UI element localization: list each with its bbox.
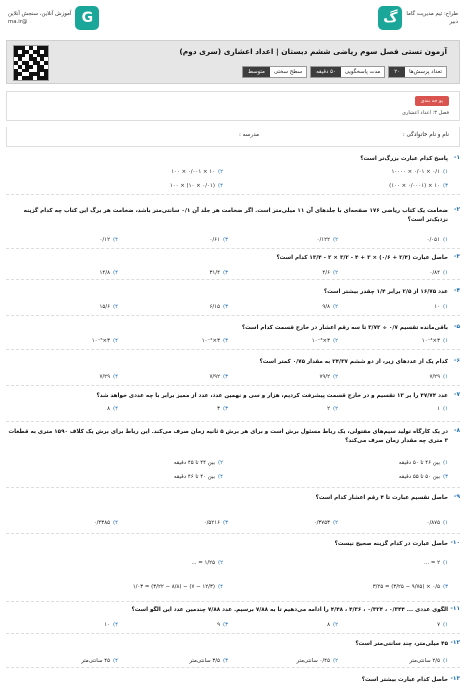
option-text: ۰/۱۲ [99,237,110,243]
topic-notice [6,91,460,121]
option-text: ۳/۵ سانتی‌متر [189,658,220,664]
meta-duration [310,66,385,78]
brand-right-text [406,11,458,25]
answer-option[interactable] [209,270,228,276]
option-number: ۴) [112,374,118,380]
site-logo-icon: G [75,6,99,30]
option-number: ۲) [217,560,223,566]
answer-option[interactable] [319,374,338,380]
answer-option[interactable] [312,338,338,344]
answer-option[interactable] [429,374,448,380]
question-text: حاصل عبارت در کدام گزینه صحیح نیست؟ [334,541,448,547]
option-text: ۰/۱۲۲ [316,237,330,243]
option-text: ۱۰ [434,304,440,310]
option-text: ۱۴/۸ [99,270,110,276]
brand-left-text [8,11,71,25]
exam-header [6,40,460,84]
option-text: ۳ [217,406,220,412]
question-text: الگوی عددی ... ۰/۳۴۴ ، ۰/۳۲۴ ، ۴/۳۶ ، ۴/۴۸ را ادامه می‌دهیم تا به ۷/۸۸ برسیم. عدد ۷/۸۸ چندمین عدد این الگو است؟ [131,607,448,613]
option-number: ۲) [332,520,338,526]
question-item [6,207,460,249]
option-number: ۱) [442,270,448,276]
question-item [6,676,460,687]
option-number: ۲) [332,270,338,276]
question-item [6,428,460,488]
option-text: ۰/۵ × (۹/۷۵ − ۳/۲۵) = ۳/۲۵ [372,584,440,590]
option-number: ۱) [442,460,448,466]
option-number: ۴) [112,520,118,526]
option-number: ۳) [222,237,228,243]
answer-option[interactable] [133,584,223,590]
question-number: ۴- [454,288,460,294]
answer-option[interactable] [314,520,338,526]
question-number: ۱۱- [450,606,460,612]
qr-cell [37,76,41,80]
option-text: ۷ [437,622,440,628]
question-item [6,392,460,422]
option-text: ۶/۱۵ [209,304,220,310]
answer-option[interactable] [174,474,223,480]
question-text: پاسخ کدام عبارت بزرگ‌تر است؟ [360,156,448,162]
top-bar [0,0,466,38]
answer-option[interactable] [327,406,338,412]
question-number: ۳- [454,254,460,260]
option-text: (۱۲/۳ − ۷) − (۸/۸ − ۳/۲۲) = ۱/۰۳ [132,584,215,590]
answer-option[interactable] [107,406,118,412]
notice-text: فصل ۳: اعداد اعشاری [402,110,449,116]
student-info [6,127,460,147]
answer-option[interactable] [317,237,338,243]
answer-option[interactable] [104,622,118,628]
answer-option[interactable] [94,520,118,526]
meta-label: تعداد پرسش‌ها [405,67,446,77]
option-number: ۱) [442,658,448,664]
option-number: ۲) [332,237,338,243]
option-text: ۰/۵۲۱۶ [203,520,220,526]
option-text: ۴/۶ [322,270,330,276]
option-number: ۴) [112,304,118,310]
answer-option[interactable] [327,622,338,628]
option-number: ۳) [222,304,228,310]
option-text: ۷/۲۹ [429,374,440,380]
meta-difficulty [242,66,307,78]
answer-option[interactable] [409,658,448,664]
school-label: مدرسه : [239,132,259,138]
question-number: ۲- [454,207,460,213]
answer-option[interactable] [429,270,448,276]
answer-option[interactable] [99,270,118,276]
brand-right[interactable] [378,6,458,30]
option-number: ۱) [442,622,448,628]
option-number: ۱) [442,338,448,344]
question-number: ۹- [454,494,460,500]
answer-option[interactable] [434,304,448,310]
answer-option[interactable] [399,474,448,480]
qr-cell [18,76,22,80]
option-text: بین ۴۶ تا ۵۰ دقیقه [398,460,440,466]
option-text: ۱/۲۵ = ... [191,560,215,566]
meta-value: متوسط [243,67,270,77]
option-number: ۱) [442,304,448,310]
meta-value: ۲۰ [389,67,405,77]
qr-cell [25,76,29,80]
option-number: ۳) [442,183,448,189]
option-number: ۲) [332,622,338,628]
answer-option[interactable] [437,406,448,412]
question-number: ۸- [454,428,460,434]
option-text: ۲ [327,406,330,412]
option-text: ۳×۱۰⁻² [201,338,220,344]
answer-option[interactable] [322,270,338,276]
question-number: ۱۳- [450,676,460,682]
answer-option[interactable] [99,374,118,380]
option-text: ۱۰ × ۰/۰۰۱ × ۱۰۰ [171,169,215,175]
qr-cell [44,76,48,80]
question-number: ۱- [454,155,460,161]
question-number: ۱۲- [450,640,460,646]
option-number: ۳) [222,270,228,276]
option-text: ۸ [107,406,110,412]
qr-cell [29,76,33,80]
option-number: ۴) [217,584,223,590]
option-number: ۳) [222,658,228,664]
notice-tag: پو جه بندی [415,96,449,106]
option-text: ۱ [437,406,440,412]
option-text: ۸ [327,622,330,628]
option-number: ۴) [112,406,118,412]
exam-meta [242,66,447,78]
option-text: بین ۵۰ تا ۵۵ دقیقه [398,474,440,480]
question-item [6,155,460,195]
question-item [6,540,460,602]
answer-option[interactable] [399,460,448,466]
option-text: ۰/۸۷۵ [426,520,440,526]
option-number: ۱) [442,374,448,380]
answer-option[interactable] [217,406,228,412]
brand-left[interactable] [8,6,99,30]
option-number: ۱) [442,406,448,412]
option-number: ۳) [222,406,228,412]
question-text: باقی‌مانده تقسیم ۰/۷ ÷ ۳/۷۲ تا سه رقم اعشار در خارج قسمت کدام است؟ [241,325,448,331]
brand-left-line1: آموزش آنلاین، سنجش آنلاین [8,11,72,17]
question-item [6,494,460,534]
option-text: ۰/۸۴ [429,270,440,276]
question-text: عدد ۴۷/۷۴ را بر ۱۳ تقسیم و در خارج قسمت پیشرفت کردیم، هزار و سی و نهمین عدد، عدد از ممیز برابر با چه عددی خواهد شد؟ [96,393,448,399]
question-text: عدد ۱۶/۷۵ از ۲/۵ برابر ۱/۴ چقدر بیشتر است؟ [323,289,448,295]
question-text: حاصل تقسیم عبارت تا ۴ رقم اعشار کدام است؟ [315,495,448,501]
qr-code-icon[interactable] [13,45,49,81]
option-number: ۴) [112,270,118,276]
option-text: بین ۴۴ تا ۴۵ دقیقه [173,460,215,466]
brand-left-line2: @ma.ir [8,19,28,25]
question-text: حاصل کدام عبارت بیشتر است؟ [361,677,448,683]
option-text: ۰/۳۷۵۳ [313,520,330,526]
option-number: ۳) [222,374,228,380]
option-text: ۷۹/۲ [319,374,330,380]
option-number: ۴) [112,622,118,628]
option-text: ۷/۹۲ [209,374,220,380]
gama-logo-icon: گ [378,6,402,30]
brand-right-line2: دبیر [449,19,458,25]
option-number: ۱) [442,237,448,243]
answer-option[interactable] [424,560,448,566]
exam-title: آزمون تستی فصل سوم ریاضی ششم دبستان | اعداد اعشاری (سری دوم) [179,47,447,56]
answer-option[interactable] [92,338,118,344]
answer-option[interactable] [202,338,228,344]
qr-cell [22,76,26,80]
option-number: ۳) [222,622,228,628]
question-text: ضخامت یک کتاب ریاضی ۱۷۶ صفحه‌ای با جلدهای آن ۱۱ میلی‌متر است. اگر ضخامت هر جلد آن ۰/۱ سانتی‌متر باشد، ضخامت هر برگ این کتاب چه کدام گزینه نزدیک‌تر است؟ [23,208,448,223]
answer-option[interactable] [209,374,228,380]
option-number: ۴) [112,338,118,344]
qr-cell [40,76,44,80]
option-text: ۲/۵ سانتی‌متر [409,658,440,664]
option-number: ۲) [332,658,338,664]
option-text: ۱۰ [104,622,110,628]
question-text: ۴۵ میلی‌متر، چند سانتی‌متر است؟ [355,641,448,647]
answer-option[interactable] [373,584,448,590]
option-text: ۰/۴۵ سانتی‌متر [296,658,330,664]
option-number: ۳) [442,584,448,590]
option-text: ۳×۱۰⁻⁴ [421,338,440,344]
answer-option[interactable] [427,237,448,243]
option-text: (۰/۰۱ × ۱۰) × ۱۰۰ [169,183,215,189]
question-text: کدام یک از عددهای زیر، از دو ششم ۲۴/۳۷ به مقدار ۰/۷۵ کمتر است؟ [259,359,448,365]
option-text: ۰/۴۳۸۵ [93,520,110,526]
option-number: ۳) [222,520,228,526]
option-number: ۳) [222,338,228,344]
option-number: ۴) [112,237,118,243]
option-number: ۲) [332,338,338,344]
option-text: ۳×۱۰⁻³ [311,338,330,344]
answer-option[interactable] [427,520,448,526]
option-text: ۰/۱ × ۰/۰۱ × ۱۰۰۰۰ [391,169,440,175]
option-number: ۱) [442,520,448,526]
answer-option[interactable] [389,183,448,189]
option-number: ۱) [442,560,448,566]
answer-option[interactable] [422,338,448,344]
option-text: ۲ = ... [423,560,440,566]
option-number: ۲) [332,406,338,412]
option-number: ۴) [217,474,223,480]
question-text: در یک کارگاه تولید سیم‌های مفتولی، یک رباط مسئول برش است و برای هر برش ۵ ثانیه زمان صرف می‌کند. این رباط برای برش یک کلاف ۱۵۹۰ متری به قطعات ۳ متری چه مقدار زمان صرف می‌کند؟ [8,429,448,444]
option-number: ۱) [442,169,448,175]
question-item [6,324,460,350]
answer-option[interactable] [99,304,118,310]
question-item [6,606,460,634]
answer-option[interactable] [171,169,223,175]
answer-option[interactable] [217,622,228,628]
option-text: ۰/۰۵۱ [426,237,440,243]
meta-label: سطح سختی [270,67,306,77]
answer-option[interactable] [209,237,228,243]
option-number: ۴) [112,658,118,664]
meta-value: ۵۰ دقیقه [311,67,341,77]
answer-option[interactable] [209,304,228,310]
name-label: نام و نام خانوادگی : [402,132,449,138]
option-text: ۴۵ سانتی‌متر [81,658,110,664]
question-item [6,254,460,280]
option-text: ۱۰ × (۰/۰۰۰۱ × ۱۰۰) [389,183,440,189]
option-number: ۲) [217,460,223,466]
question-item [6,358,460,386]
option-text: ۱۵/۶ [99,304,110,310]
question-text: حاصل عبارت (۲/۴ + ۰/۶) × ۳ + ۴ - ۳/۲ × ۲ - ۱۳/۴ کدام است؟ [276,255,448,261]
option-number: ۲) [332,374,338,380]
option-number: ۳) [442,474,448,480]
meta-question-count [388,66,447,78]
answer-option[interactable] [322,304,338,310]
brand-right-line1: طراح: تیم مدیریت گاما [406,11,458,17]
question-number: ۵- [454,324,460,330]
option-text: ۳۱/۴ [209,270,220,276]
option-text: ۹ [217,622,220,628]
option-text: ۰/۶۱ [209,237,220,243]
question-number: ۷- [454,392,460,398]
option-number: ۲) [332,304,338,310]
answer-option[interactable] [437,622,448,628]
option-text: ۳×۱۰⁻⁵ [91,338,110,344]
question-number: ۶- [454,358,460,364]
answer-option[interactable] [191,560,223,566]
question-number: ۱۰- [450,540,460,546]
option-text: بین ۴۰ تا ۴۶ دقیقه [173,474,215,480]
answer-option[interactable] [204,520,228,526]
answer-option[interactable] [391,169,448,175]
option-number: ۴) [217,183,223,189]
meta-label: مدت پاسخگویی [341,67,384,77]
option-text: ۷/۲۹ [99,374,110,380]
answer-option[interactable] [170,183,223,189]
answer-option[interactable] [81,658,118,664]
question-item [6,640,460,668]
answer-option[interactable] [99,237,118,243]
answer-option[interactable] [189,658,228,664]
answer-option[interactable] [296,658,338,664]
qr-cell [14,76,18,80]
qr-cell [33,76,37,80]
option-number: ۲) [217,169,223,175]
question-item [6,288,460,316]
answer-option[interactable] [174,460,223,466]
option-text: ۹/۸ [322,304,330,310]
